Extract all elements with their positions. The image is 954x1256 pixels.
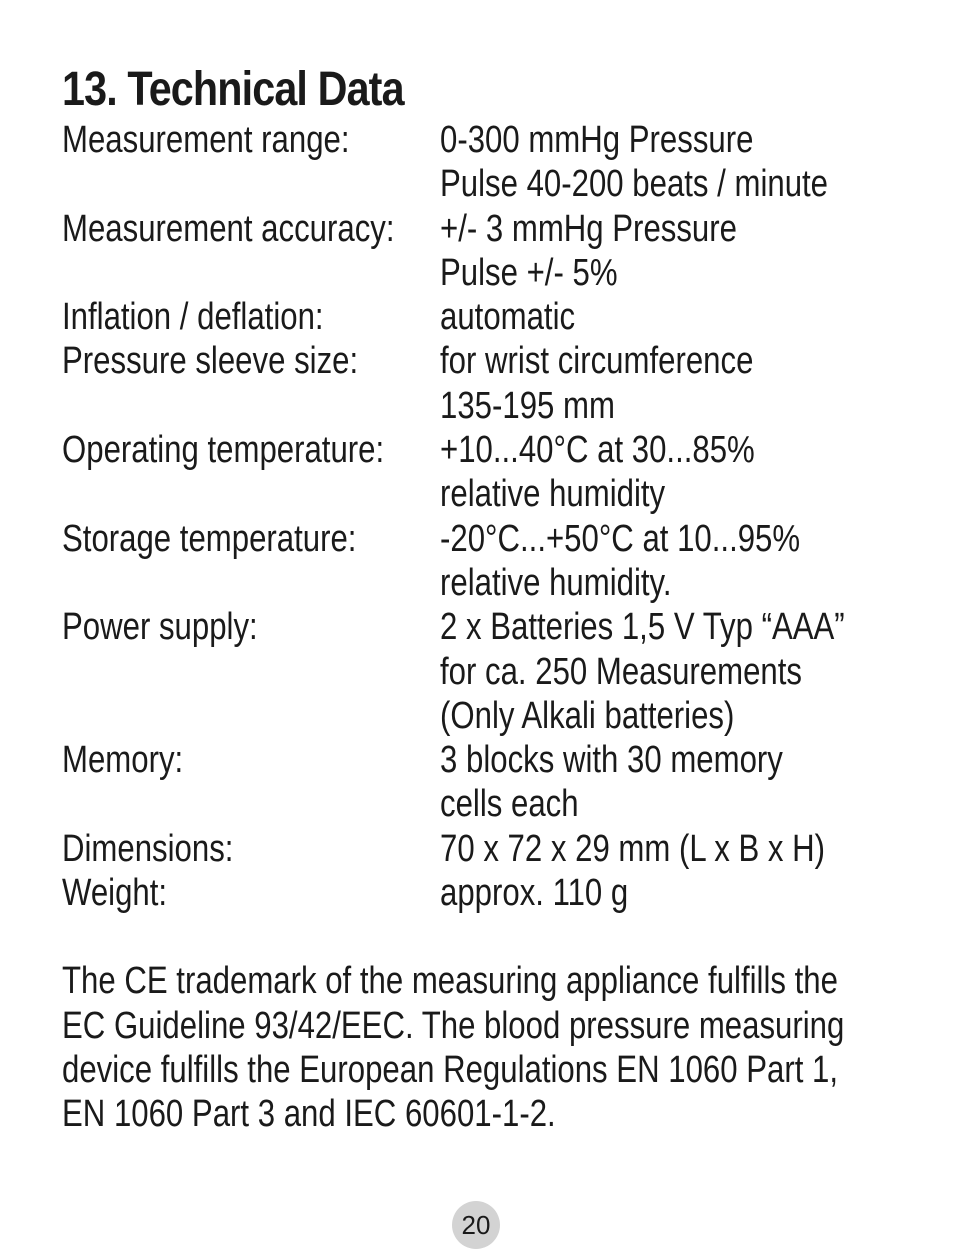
spec-label: Storage temperature:	[62, 517, 357, 560]
spec-value: Pulse +/- 5%	[440, 251, 618, 294]
spec-value: relative humidity.	[440, 561, 672, 604]
spec-label: Pressure sleeve size:	[62, 340, 359, 383]
page-number-badge: 20	[452, 1201, 500, 1249]
spec-value: for wrist circumference	[440, 340, 754, 383]
spec-label: Power supply:	[62, 606, 258, 649]
spec-label: Inflation / deflation:	[62, 296, 324, 339]
spec-row-measurement-accuracy	[62, 207, 902, 296]
spec-label: Operating temperature:	[62, 429, 385, 472]
notice-line: EN 1060 Part 3 and IEC 60601-1-2.	[62, 1093, 556, 1136]
spec-value: Pulse 40-200 beats / minute	[440, 163, 829, 206]
spec-label: Measurement accuracy:	[62, 207, 395, 250]
spec-row-weight	[62, 871, 902, 915]
spec-row-measurement-range	[62, 118, 902, 207]
spec-value: for ca. 250 Measurements	[440, 650, 802, 693]
spec-values	[440, 605, 934, 738]
spec-row-pressure-sleeve-size	[62, 339, 902, 428]
spec-values	[440, 207, 902, 296]
spec-value: 3 blocks with 30 memory	[440, 739, 783, 782]
spec-values	[440, 428, 902, 517]
spec-value: approx. 110 g	[440, 872, 629, 915]
spec-value: automatic	[440, 296, 576, 339]
spec-row-operating-temperature	[62, 428, 902, 517]
spec-label: Dimensions:	[62, 827, 234, 870]
spec-label: Memory:	[62, 739, 184, 782]
spec-values	[440, 738, 902, 827]
spec-value: +/- 3 mmHg Pressure	[440, 207, 737, 250]
spec-values	[440, 118, 913, 207]
spec-value: 135-195 mm	[440, 384, 615, 427]
spec-value: relative humidity	[440, 473, 666, 516]
technical-data-page	[62, 62, 902, 1137]
spec-value: (Only Alkali batteries)	[440, 694, 735, 737]
spec-values	[440, 827, 910, 871]
spec-label: Measurement range:	[62, 119, 350, 161]
notice-line: The CE trademark of the measuring appliance fulfills the	[62, 960, 838, 1003]
spec-values	[440, 339, 902, 428]
spec-value: cells each	[440, 783, 579, 826]
ce-notice-paragraph	[62, 959, 902, 1136]
spec-label: Weight:	[62, 872, 168, 915]
spec-values	[440, 295, 902, 339]
spec-value: +10...40°C at 30...85%	[440, 429, 755, 472]
spec-value: 70 x 72 x 29 mm (L x B x H)	[440, 827, 826, 870]
spec-values	[440, 871, 902, 915]
spec-row-memory	[62, 738, 902, 827]
spec-row-dimensions	[62, 827, 902, 871]
spec-value: 2 x Batteries 1,5 V Typ “AAA”	[440, 606, 845, 649]
spec-list	[62, 118, 902, 915]
spec-row-inflation-deflation	[62, 295, 902, 339]
spec-value: 0-300 mmHg Pressure	[440, 119, 754, 161]
spec-row-storage-temperature	[62, 517, 902, 606]
spec-values	[440, 517, 902, 606]
notice-line: EC Guideline 93/42/EEC. The blood pressure measuring	[62, 1004, 845, 1047]
spec-row-power-supply	[62, 605, 902, 738]
page-title: 13. Technical Data	[62, 63, 404, 116]
notice-line: device fulfills the European Regulations EN 1060 Part 1,	[62, 1048, 839, 1091]
spec-value: -20°C...+50°C at 10...95%	[440, 517, 801, 560]
